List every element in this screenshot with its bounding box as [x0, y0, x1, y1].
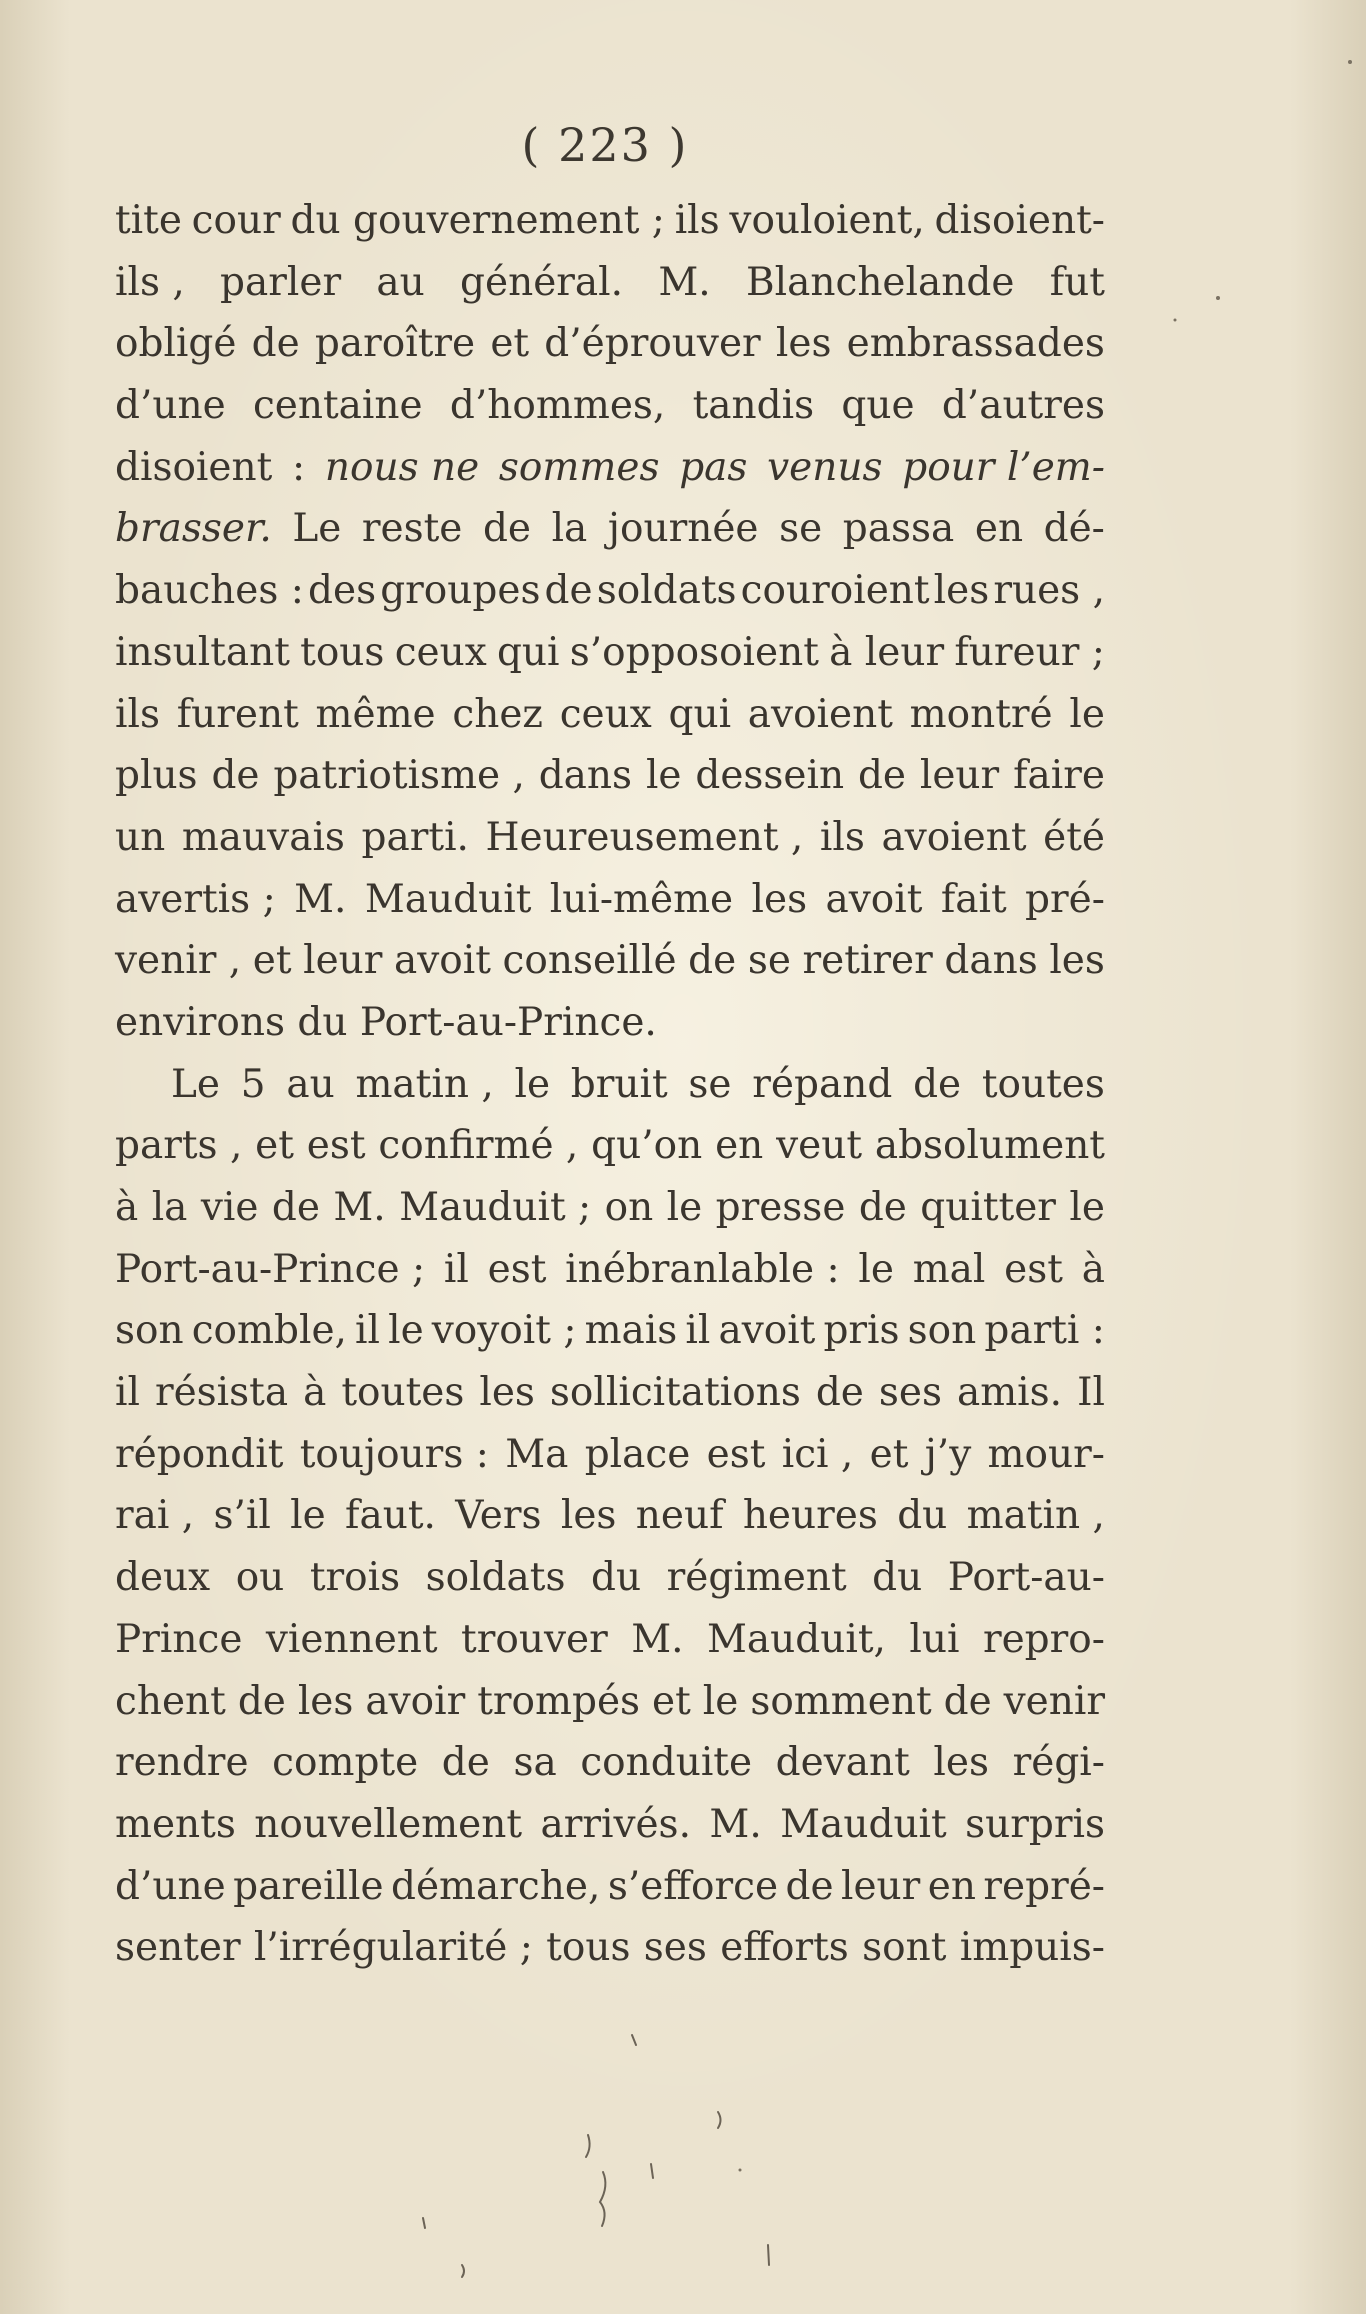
speck-mark — [768, 2245, 769, 2265]
word: vouloient, — [729, 198, 925, 243]
word: montré — [909, 691, 1053, 737]
word: rai , — [115, 1493, 195, 1539]
word: pour l’em- — [902, 444, 1105, 490]
word: nouvellement — [254, 1801, 523, 1847]
word: au — [286, 1061, 335, 1107]
text-line — [115, 1609, 1105, 1671]
word: repré- — [983, 1863, 1105, 1909]
word: ils , — [115, 259, 185, 305]
word: du gouvernement ; — [290, 198, 665, 243]
word: leur — [303, 938, 383, 984]
word: répondit — [115, 1431, 284, 1477]
word: couroient — [740, 568, 930, 614]
word: centaine — [252, 383, 423, 429]
word: matin , — [355, 1061, 494, 1107]
text-line — [115, 684, 1105, 746]
word: à — [1081, 1246, 1105, 1292]
word: de — [211, 753, 260, 799]
word: d’hommes, — [449, 383, 666, 429]
text-line — [115, 1917, 1105, 1979]
word: il — [355, 1308, 380, 1354]
word: groupes — [380, 568, 541, 614]
word: reste — [361, 506, 463, 552]
word: insultant — [115, 629, 290, 675]
word: soldats — [596, 568, 737, 614]
text-line — [115, 869, 1105, 931]
word: 5 — [240, 1061, 266, 1107]
word: disoient- — [934, 198, 1105, 243]
word: qui — [496, 629, 560, 675]
word: est — [306, 1123, 366, 1169]
text-line — [115, 313, 1105, 375]
word: les — [1049, 938, 1105, 984]
word: toutes — [981, 1061, 1105, 1107]
word: impuis- — [959, 1925, 1105, 1971]
word: : — [292, 444, 306, 490]
word: M. — [709, 1801, 762, 1847]
text-line — [115, 1177, 1105, 1239]
word: venus — [767, 444, 883, 490]
text-line — [115, 1239, 1105, 1301]
word: tandis — [692, 383, 815, 429]
word: de — [688, 938, 737, 984]
text-line — [115, 992, 1105, 1054]
word: vie — [200, 1185, 259, 1230]
word: d’éprouver — [544, 321, 761, 367]
word: avoit — [718, 1308, 816, 1354]
word: d’autres — [941, 383, 1105, 429]
word: Mauduit — [364, 876, 532, 922]
word: à leur — [829, 629, 945, 675]
word: mour- — [987, 1431, 1105, 1477]
word: tite — [115, 198, 182, 243]
word: compte — [272, 1740, 419, 1786]
word: Heureusement , — [485, 814, 804, 860]
text-line — [115, 498, 1105, 560]
word: avertis ; — [115, 876, 276, 922]
text-line — [115, 745, 1105, 807]
text-line — [115, 252, 1105, 314]
speck-mark — [651, 2164, 653, 2178]
word: quitter — [920, 1185, 1056, 1230]
word: s’opposoient — [569, 629, 819, 675]
text-line — [115, 1054, 1105, 1116]
word: les — [297, 1678, 354, 1724]
word: ils — [819, 814, 865, 860]
word: répand — [752, 1061, 893, 1107]
word: ceux — [394, 629, 487, 675]
word: la — [551, 506, 588, 552]
speck-mark — [632, 2035, 636, 2045]
word: furent — [176, 691, 299, 737]
word: de — [785, 1863, 834, 1909]
word: parti : — [984, 1308, 1105, 1354]
word: Mauduit — [780, 1801, 947, 1847]
word: s’efforce — [607, 1863, 779, 1909]
text-line — [115, 375, 1105, 437]
word: soldats — [425, 1555, 566, 1601]
word: M. — [294, 876, 347, 922]
word: le — [666, 1185, 703, 1230]
word: ou — [235, 1555, 285, 1601]
text-line — [115, 1547, 1105, 1609]
word: de — [271, 1185, 320, 1230]
word: Port-au-Prince ; — [115, 1246, 426, 1292]
word: son — [115, 1308, 184, 1354]
word: mal — [912, 1246, 986, 1292]
word: confirmé , — [378, 1123, 579, 1169]
word: de — [251, 321, 300, 367]
word: résista — [154, 1370, 289, 1416]
speck-mark — [718, 2112, 721, 2128]
word: bruit — [570, 1061, 668, 1107]
word: viennent — [265, 1616, 438, 1662]
word: le — [514, 1061, 551, 1107]
word: venir — [1003, 1678, 1105, 1724]
word: au — [376, 259, 425, 305]
word: Port-au- — [947, 1555, 1105, 1601]
word: disoient — [115, 444, 273, 490]
word: il — [443, 1246, 469, 1292]
speck-dot — [1174, 319, 1177, 322]
word: Le — [171, 1061, 220, 1107]
word: journée — [607, 506, 759, 552]
text-line — [115, 1856, 1105, 1918]
word: embrassades — [846, 321, 1105, 367]
word: conduite — [580, 1740, 753, 1786]
word: repro- — [982, 1616, 1105, 1662]
word: le — [645, 753, 682, 799]
word: et — [869, 1431, 909, 1477]
word: qu’on — [591, 1123, 703, 1169]
word: en — [974, 506, 1024, 552]
word: leur — [919, 753, 1000, 799]
word: les — [933, 568, 990, 614]
speck-dot — [1348, 60, 1352, 64]
word: trompés — [477, 1678, 641, 1724]
word: passa — [842, 506, 955, 552]
word: les — [933, 1740, 989, 1786]
word: deux — [115, 1555, 211, 1601]
word: le — [290, 1493, 326, 1539]
word: patriotisme , — [273, 753, 525, 799]
word: Il — [1077, 1370, 1105, 1416]
word: avoir — [365, 1678, 466, 1724]
text-line — [115, 622, 1105, 684]
word: sommes — [498, 444, 660, 490]
word: sa — [513, 1740, 557, 1786]
word: brasser. — [115, 506, 272, 552]
word: de — [815, 1370, 864, 1416]
text-line — [115, 1424, 1105, 1486]
word: se — [779, 506, 823, 552]
word: devant — [775, 1740, 910, 1786]
word: dé- — [1043, 506, 1105, 552]
word: M. — [631, 1616, 684, 1662]
word: senter — [115, 1925, 241, 1971]
word: on — [604, 1185, 654, 1230]
word: des — [308, 568, 377, 614]
word: un — [115, 814, 166, 860]
word: de — [237, 1678, 286, 1724]
word: l’irrégularité ; — [253, 1925, 533, 1971]
word: chez — [452, 691, 543, 737]
word: cour — [191, 198, 281, 243]
word: régi- — [1012, 1740, 1105, 1786]
word: veut — [776, 1123, 862, 1169]
word: absolument — [874, 1123, 1105, 1169]
word: démarche, — [391, 1863, 601, 1909]
word: de — [858, 1185, 907, 1230]
word: fut — [1049, 259, 1105, 305]
word: fait — [940, 876, 1007, 922]
word: est — [706, 1431, 766, 1477]
word: du — [897, 1493, 948, 1539]
word: se — [688, 1061, 732, 1107]
word: dans — [538, 753, 633, 799]
word: se — [747, 938, 791, 984]
word: avoit — [394, 938, 491, 984]
word: avoient — [881, 814, 1027, 860]
word: pareille — [233, 1863, 384, 1909]
word: d’une — [115, 383, 226, 429]
text-line — [115, 1485, 1105, 1547]
word: d’une — [115, 1863, 226, 1909]
word: en — [715, 1123, 764, 1169]
text-line — [115, 560, 1105, 622]
word: mauvais — [181, 814, 345, 860]
word: amis. — [956, 1370, 1063, 1416]
word: de — [441, 1740, 490, 1786]
word: et — [652, 1678, 691, 1724]
word: somment — [750, 1678, 932, 1724]
word: trois — [309, 1555, 401, 1601]
word: et — [490, 321, 530, 367]
word: qui — [668, 691, 732, 737]
word: Blanchelande — [745, 259, 1015, 305]
word: du — [872, 1555, 923, 1601]
word: parti. — [361, 814, 469, 860]
speck-mark — [600, 2172, 605, 2226]
word: parts , — [115, 1123, 243, 1169]
word: de — [943, 1678, 992, 1724]
word: Ma — [505, 1431, 569, 1477]
word: de — [482, 506, 531, 552]
text-line — [115, 807, 1105, 869]
word: ceux — [559, 691, 652, 737]
word: nous ne — [324, 444, 480, 490]
word: été — [1043, 814, 1105, 860]
word: pris — [823, 1308, 900, 1354]
word: venir , — [115, 938, 242, 984]
word: ses — [878, 1370, 942, 1416]
text-line — [115, 437, 1105, 499]
word: retirer — [802, 938, 933, 984]
word: de — [544, 568, 593, 614]
word: heures — [742, 1493, 878, 1539]
word: inébranlable : — [565, 1246, 840, 1292]
word: sollicitations — [549, 1370, 801, 1416]
speck-dot — [1216, 296, 1220, 300]
word: dans — [944, 938, 1038, 984]
text-line — [115, 1732, 1105, 1794]
word: les — [560, 1493, 617, 1539]
word: rendre — [115, 1740, 249, 1786]
word: avoient — [747, 691, 893, 737]
word: conseillé — [502, 938, 677, 984]
word: Le — [292, 506, 342, 552]
speck-mark — [423, 2218, 425, 2228]
text-line — [115, 190, 1105, 252]
word: la — [151, 1185, 188, 1230]
word: Mauduit, — [707, 1616, 886, 1662]
word: les — [775, 321, 832, 367]
word: de — [913, 1061, 962, 1107]
word: place — [584, 1431, 691, 1477]
text-line — [115, 1115, 1105, 1177]
word: fureur ; — [954, 629, 1105, 675]
word: j’y — [924, 1431, 972, 1477]
word: du — [591, 1555, 642, 1601]
word: comble, — [191, 1308, 347, 1354]
word: s’il — [213, 1493, 271, 1539]
speck-dot — [739, 2169, 742, 2172]
text-line — [115, 1362, 1105, 1424]
word: toutes — [341, 1370, 465, 1416]
word: leur — [840, 1863, 921, 1909]
word: parler — [220, 259, 342, 305]
word: tous — [546, 1925, 631, 1971]
word: ici , — [781, 1431, 854, 1477]
word: que — [841, 383, 915, 429]
word: et — [252, 938, 292, 984]
word: mais — [584, 1308, 678, 1354]
word: efforts — [720, 1925, 849, 1971]
word: lui — [909, 1616, 960, 1662]
word: toujours : — [299, 1431, 489, 1477]
word: il — [685, 1308, 711, 1354]
word: presse — [715, 1185, 846, 1230]
word: à — [115, 1185, 139, 1230]
word: voyoit ; — [431, 1308, 577, 1354]
word: Mauduit ; — [399, 1185, 592, 1230]
word: pré- — [1025, 876, 1105, 922]
word: plus — [115, 753, 198, 799]
word: M. — [333, 1185, 386, 1230]
word: le — [1069, 691, 1105, 737]
word: ils — [115, 691, 160, 737]
word: le — [1069, 1185, 1105, 1230]
word: pas — [679, 444, 748, 490]
word: bauches : — [115, 568, 304, 614]
word: paroître — [314, 321, 476, 367]
word: les — [479, 1370, 535, 1416]
page-number: ( 223 ) — [521, 118, 689, 172]
word: à — [303, 1370, 327, 1416]
text-line — [115, 1300, 1105, 1362]
word: même — [315, 691, 436, 737]
word: avoit — [825, 876, 923, 922]
word: chent — [115, 1678, 226, 1724]
word: il — [115, 1370, 140, 1416]
word: trouver — [461, 1616, 608, 1662]
text-line — [115, 1794, 1105, 1856]
word: régiment — [666, 1555, 847, 1601]
word: M. — [658, 259, 711, 305]
word: son — [907, 1308, 977, 1354]
word: le — [388, 1308, 424, 1354]
word: surpris — [965, 1801, 1105, 1847]
word: ils — [674, 198, 720, 243]
word: tous — [300, 629, 385, 675]
word: lui-même — [549, 876, 734, 922]
word: Prince — [115, 1616, 243, 1662]
word: ses — [643, 1925, 707, 1971]
text-line — [115, 930, 1105, 992]
word: environs du Port-au-Prince. — [115, 999, 657, 1045]
word: les — [751, 876, 808, 922]
word: rues , — [993, 568, 1105, 614]
word: et — [255, 1123, 294, 1169]
word: ments — [115, 1801, 236, 1847]
body-text — [115, 190, 1105, 1979]
word: le — [702, 1678, 739, 1724]
speck-mark — [586, 2135, 590, 2157]
word: le — [858, 1246, 894, 1292]
word: sont — [862, 1925, 947, 1971]
word: faut. — [345, 1493, 436, 1539]
text-line — [115, 1671, 1105, 1733]
word: Vers — [455, 1493, 542, 1539]
word: faire — [1013, 753, 1105, 799]
word: est — [1004, 1246, 1063, 1292]
speck-mark — [462, 2265, 464, 2277]
word: est — [487, 1246, 547, 1292]
word: de — [857, 753, 907, 799]
word: dessein — [695, 753, 845, 799]
word: matin , — [966, 1493, 1105, 1539]
word: arrivés. — [540, 1801, 691, 1847]
word: général. — [460, 259, 624, 305]
word: en — [927, 1863, 976, 1909]
word: neuf — [635, 1493, 724, 1539]
word: obligé — [115, 321, 237, 367]
